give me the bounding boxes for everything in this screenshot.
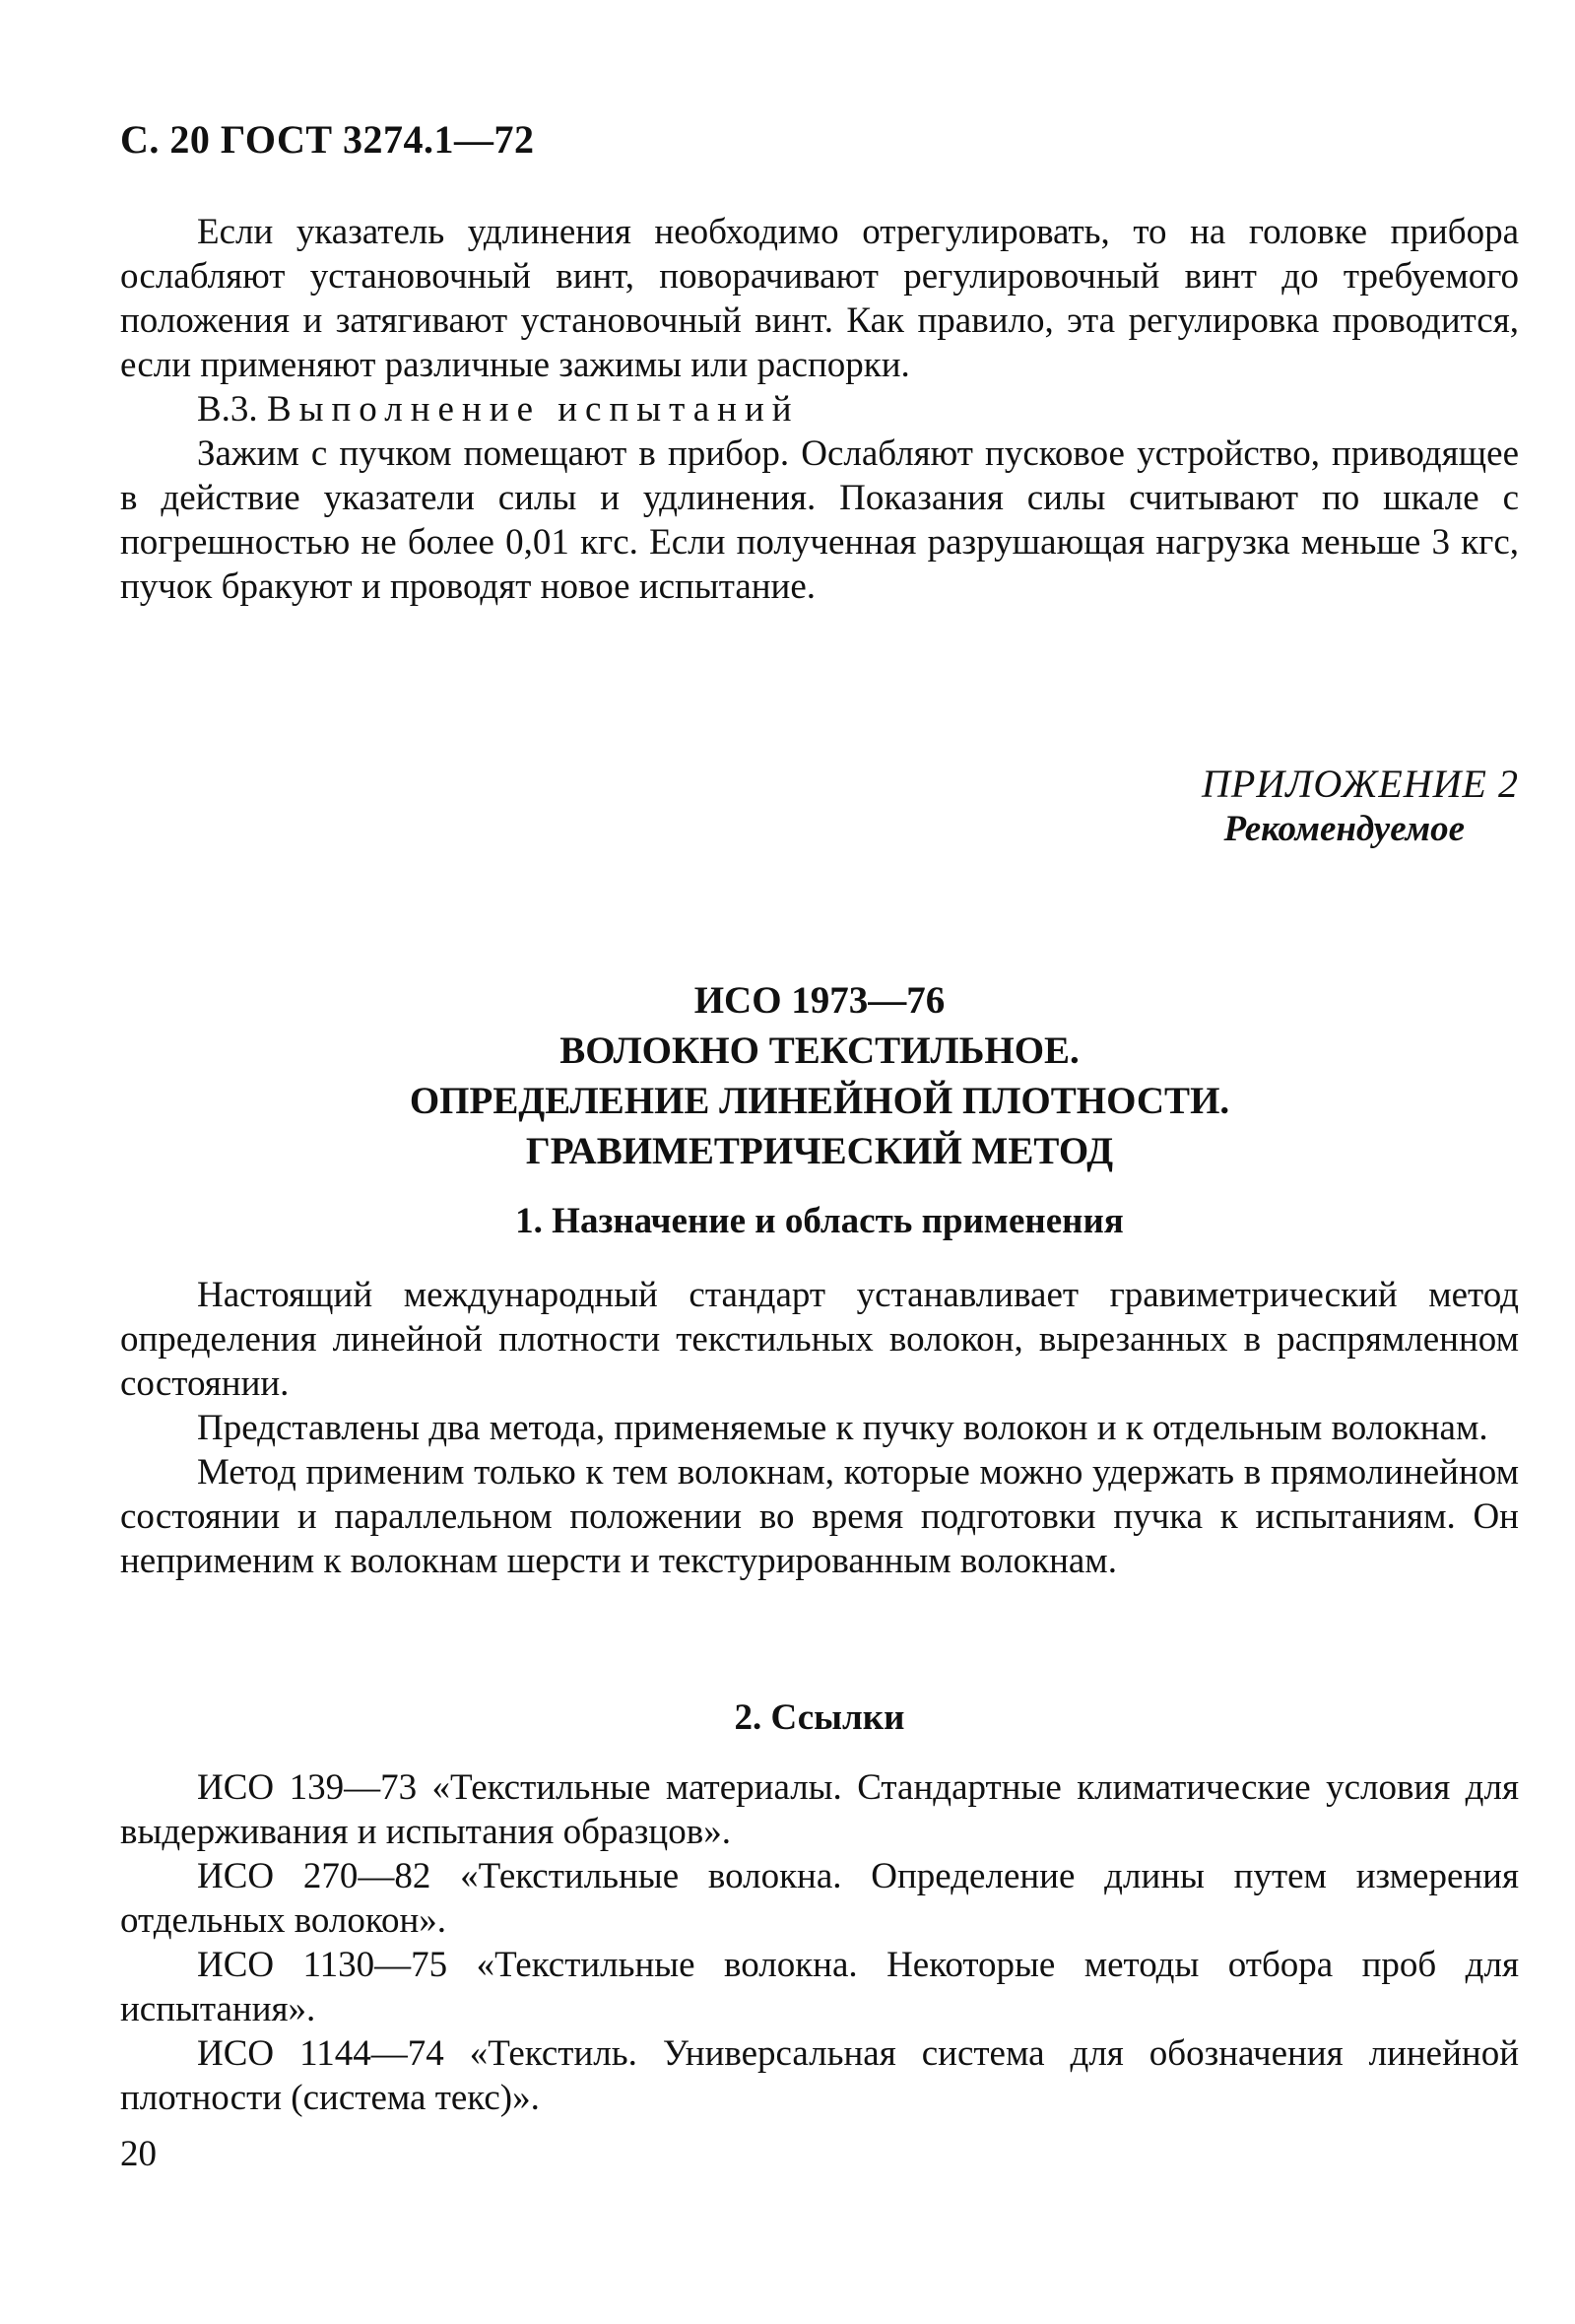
reference-iso-1130: ИСО 1130—75 «Текстильные волокна. Некоторые методы отбора проб для испытания».: [120, 1945, 1519, 2029]
page-header: С. 20 ГОСТ 3274.1—72: [120, 117, 535, 162]
section-b3-heading: [120, 387, 1519, 432]
section-b3-number: В.3.: [197, 389, 258, 430]
reference-iso-139: ИСО 139—73 «Текстильные материалы. Стандартные климатические условия для выдерживания и испытания образцов».: [120, 1767, 1519, 1852]
section1-heading: 1. Назначение и область применения: [515, 1201, 1124, 1241]
intro-block: [120, 210, 1519, 609]
section1-body: [120, 1273, 1519, 1583]
standard-title: [120, 975, 1519, 1176]
section-b3-paragraph: Зажим с пучком помещают в прибор. Ослабляют пусковое устройство, приводящее в действие указатели силы и удлинения. Показания силы считывают по шкале с погрешностью не более 0,01 кгс. Если полученная разрушающая нагрузка меньше 3 кгс, пучок бракуют и проводят новое испытание.: [120, 433, 1519, 607]
appendix-label: [1202, 761, 1519, 851]
section-b3-title: Выполнение испытаний: [266, 389, 800, 430]
page-number: 20: [120, 2134, 157, 2174]
standard-title-line2: ВОЛОКНО ТЕКСТИЛЬНОЕ.: [559, 1029, 1080, 1072]
section1-paragraph-1: Настоящий международный стандарт устанавливает гравиметрический метод определения линейной плотности текстильных волокон, вырезанных в распрямленном состоянии.: [120, 1275, 1519, 1404]
section2-heading: 2. Ссылки: [734, 1697, 905, 1738]
appendix-title: ПРИЛОЖЕНИЕ 2: [1202, 762, 1519, 806]
section1-paragraph-3: Метод применим только к тем волокнам, которые можно удержать в прямолинейном состоянии и параллельном положении во время подготовки пучка к испытаниям. Он неприменим к волокнам шерсти и текстурированным волокнам.: [120, 1452, 1519, 1581]
reference-iso-1144: ИСО 1144—74 «Текстиль. Универсальная система для обозначения линейной плотности (система текс)».: [120, 2033, 1519, 2118]
section2-body: [120, 1765, 1519, 2120]
appendix-subtitle: Рекомендуемое: [1223, 809, 1465, 849]
intro-paragraph: Если указатель удлинения необходимо отрегулировать, то на головке прибора ослабляют установочный винт, поворачивают регулировочный винт до требуемого положения и затягивают установочный винт. Как правило, эта регулировка проводится, если применяют различные зажимы или распорки.: [120, 212, 1519, 385]
standard-title-line4: ГРАВИМЕТРИЧЕСКИЙ МЕТОД: [525, 1130, 1114, 1172]
standard-title-line1: ИСО 1973—76: [693, 979, 946, 1022]
reference-iso-270: ИСО 270—82 «Текстильные волокна. Определение длины путем измерения отдельных волокон».: [120, 1856, 1519, 1941]
standard-title-line3: ОПРЕДЕЛЕНИЕ ЛИНЕЙНОЙ ПЛОТНОСТИ.: [409, 1080, 1230, 1122]
section1-paragraph-2: Представлены два метода, применяемые к пучку волокон и к отдельным волокнам.: [197, 1408, 1488, 1448]
